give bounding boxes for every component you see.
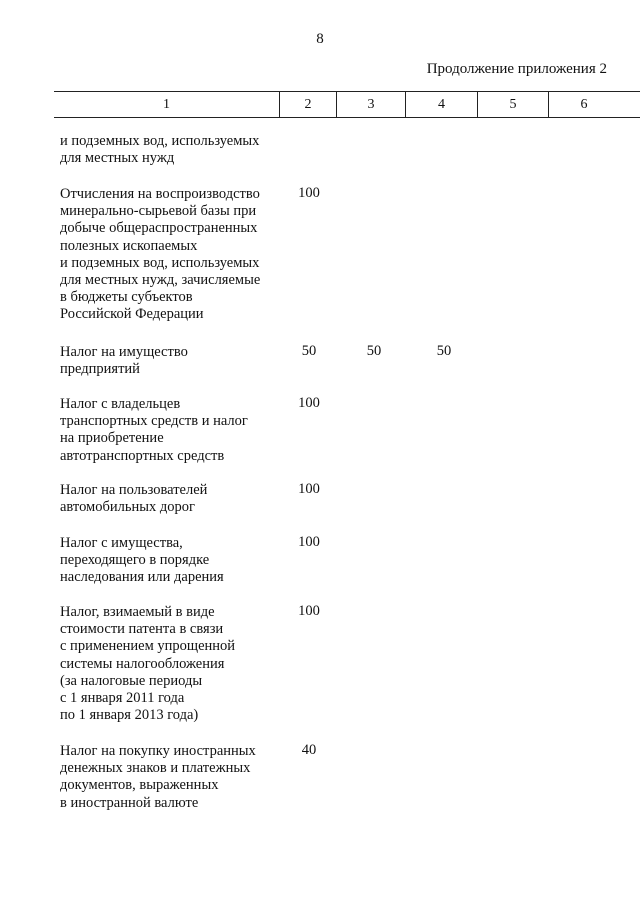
- row-name: Налог на имущество предприятий: [60, 344, 188, 378]
- row-value-col2: 100: [298, 603, 320, 619]
- row-name: и подземных вод, используемых для местных нужд: [60, 133, 260, 167]
- column-header-1: 1: [54, 92, 280, 117]
- column-header-5: 5: [478, 92, 549, 117]
- row-name: Отчисления на воспроизводство минерально-сырьевой базы при добыче общераспространенных полезных ископаемых и подземных вод, используемых для местных нужд, зачисляемые в бюджеты субъектов Российской Федерации: [60, 186, 261, 323]
- page-number: 8: [316, 31, 324, 47]
- row-name: Налог с имущества, переходящего в порядке наследования или дарения: [60, 535, 224, 586]
- row-name: Налог, взимаемый в виде стоимости патента в связи с применением упрощенной системы налогообложения (за налоговые периоды с 1 января 2011 года по 1 января 2013 года): [60, 604, 236, 724]
- row-name: Налог на пользователей автомобильных дорог: [60, 482, 208, 516]
- row-name: Налог с владельцев транспортных средств и налог на приобретение автотранспортных средств: [60, 396, 248, 464]
- row-value-col2: 40: [301, 742, 317, 758]
- row-value-col2: 100: [298, 185, 320, 201]
- column-header-3: 3: [337, 92, 406, 117]
- continuation-title: Продолжение приложения 2: [426, 61, 607, 77]
- row-value-col2: 100: [298, 395, 320, 411]
- row-value-col3: 50: [366, 343, 382, 359]
- column-header-6: 6: [580, 97, 588, 112]
- column-header-row: [54, 91, 640, 118]
- row-value-col4: 50: [436, 343, 452, 359]
- row-value-col2: 50: [301, 343, 317, 359]
- column-header-4: 4: [406, 92, 478, 117]
- row-value-col2: 100: [298, 481, 320, 497]
- row-name: Налог на покупку иностранных денежных знаков и платежных документов, выраженных в иностранной валюте: [60, 743, 256, 811]
- column-header-2: 2: [280, 92, 337, 117]
- row-value-col2: 100: [298, 534, 320, 550]
